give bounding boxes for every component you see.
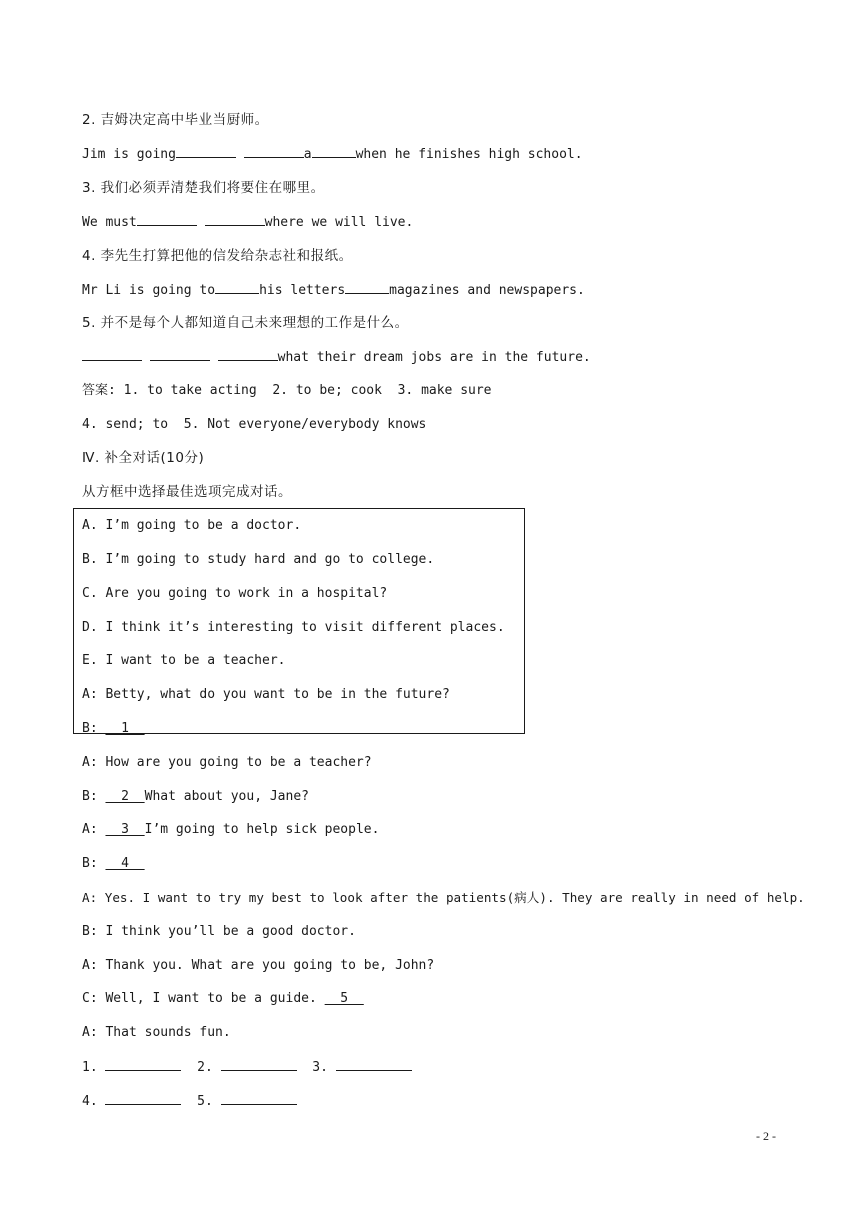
dialogue-line-2 — [82, 720, 145, 738]
answer-label: 2. — [197, 1060, 213, 1075]
speaker: B: — [82, 789, 106, 804]
q5-english — [82, 348, 591, 367]
dialogue-line-6 — [82, 855, 145, 873]
dialogue-line-5 — [82, 821, 379, 839]
dialogue-line-8: B: I think you’ll be a good doctor. — [82, 924, 356, 939]
dialogue-blank-3[interactable]: 3 — [105, 822, 145, 837]
q4-text-c: magazines and newspapers. — [389, 283, 585, 298]
dialogue-line-1: A: Betty, what do you want to be in the future? — [82, 687, 450, 702]
blank-line[interactable] — [312, 145, 356, 158]
speaker: B: — [82, 721, 106, 736]
q5-text: what their dream jobs are in the future. — [277, 350, 591, 365]
dialogue-blank-4[interactable]: 4 — [105, 856, 145, 871]
speaker: A: — [82, 822, 106, 837]
dialogue-line-9: A: Thank you. What are you going to be, John? — [82, 958, 435, 973]
blank-line[interactable] — [345, 281, 389, 294]
answer-blank[interactable] — [221, 1092, 297, 1105]
q2-text-a: Jim is going — [82, 147, 176, 162]
blank-line[interactable] — [150, 348, 210, 361]
dialogue-text: C: Well, I want to be a guide. — [82, 991, 325, 1006]
option-c: C. Are you going to work in a hospital? — [82, 586, 388, 601]
q4-text-b: his letters — [259, 283, 346, 298]
answer-label: 4. — [82, 1094, 98, 1109]
option-b: B. I’m going to study hard and go to college. — [82, 552, 435, 567]
q2-text-c: when he finishes high school. — [355, 147, 583, 162]
dialogue-line-7: A: Yes. I want to try my best to look after the patients(病人). They are really in need of help. — [82, 890, 805, 905]
blank-line[interactable] — [82, 348, 142, 361]
option-a: A. I’m going to be a doctor. — [82, 518, 302, 533]
dialogue-line-10 — [82, 990, 364, 1008]
q2-chinese: 2. 吉姆决定高中毕业当厨师。 — [82, 112, 269, 128]
q2-english — [82, 145, 583, 164]
answer-blank[interactable] — [336, 1058, 412, 1071]
speaker: B: — [82, 856, 106, 871]
answer-label: 5. — [197, 1094, 213, 1109]
q4-chinese: 4. 李先生打算把他的信发给杂志社和报纸。 — [82, 248, 353, 264]
blank-line[interactable] — [176, 145, 236, 158]
answer-label: 3. — [312, 1060, 328, 1075]
blank-line[interactable] — [137, 213, 197, 226]
answer-blank[interactable] — [105, 1092, 181, 1105]
blank-line[interactable] — [215, 281, 259, 294]
q4-english — [82, 281, 585, 300]
dialogue-line-11: A: That sounds fun. — [82, 1025, 231, 1040]
q3-chinese: 3. 我们必须弄清楚我们将要住在哪里。 — [82, 180, 325, 196]
dialogue-blank-5[interactable]: 5 — [324, 991, 364, 1006]
dialogue-text: I’m going to help sick people. — [144, 822, 380, 837]
blank-line[interactable] — [244, 145, 304, 158]
answer-label: 1. — [82, 1060, 98, 1075]
q3-text-a: We must — [82, 215, 137, 230]
dialogue-blank-1[interactable]: 1 — [105, 721, 145, 736]
blank-line[interactable] — [205, 213, 265, 226]
q3-text-b: where we will live. — [264, 215, 414, 230]
section-heading: Ⅳ. 补全对话(10分) — [82, 450, 205, 466]
answer-row-1 — [82, 1058, 412, 1077]
dialogue-line-3: A: How are you going to be a teacher? — [82, 755, 372, 770]
option-e: E. I want to be a teacher. — [82, 653, 286, 668]
dialogue-blank-2[interactable]: 2 — [105, 789, 145, 804]
answer-blank[interactable] — [105, 1058, 181, 1071]
answer-blank[interactable] — [221, 1058, 297, 1071]
q3-english — [82, 213, 413, 232]
section-instruction: 从方框中选择最佳选项完成对话。 — [82, 484, 292, 500]
dialogue-text: What about you, Jane? — [144, 789, 309, 804]
answer-key-line-2: 4. send; to 5. Not everyone/everybody knows — [82, 417, 427, 432]
page-number: - 2 - — [756, 1129, 776, 1143]
answer-key-line-1: 答案: 1. to take acting 2. to be; cook 3. make sure — [82, 383, 492, 398]
q5-chinese: 5. 并不是每个人都知道自己未来理想的工作是什么。 — [82, 315, 409, 331]
blank-line[interactable] — [218, 348, 278, 361]
q2-text-b: a — [303, 147, 312, 162]
option-d: D. I think it’s interesting to visit different places. — [82, 620, 505, 635]
dialogue-line-4 — [82, 788, 309, 806]
answer-row-2 — [82, 1092, 297, 1111]
q4-text-a: Mr Li is going to — [82, 283, 216, 298]
